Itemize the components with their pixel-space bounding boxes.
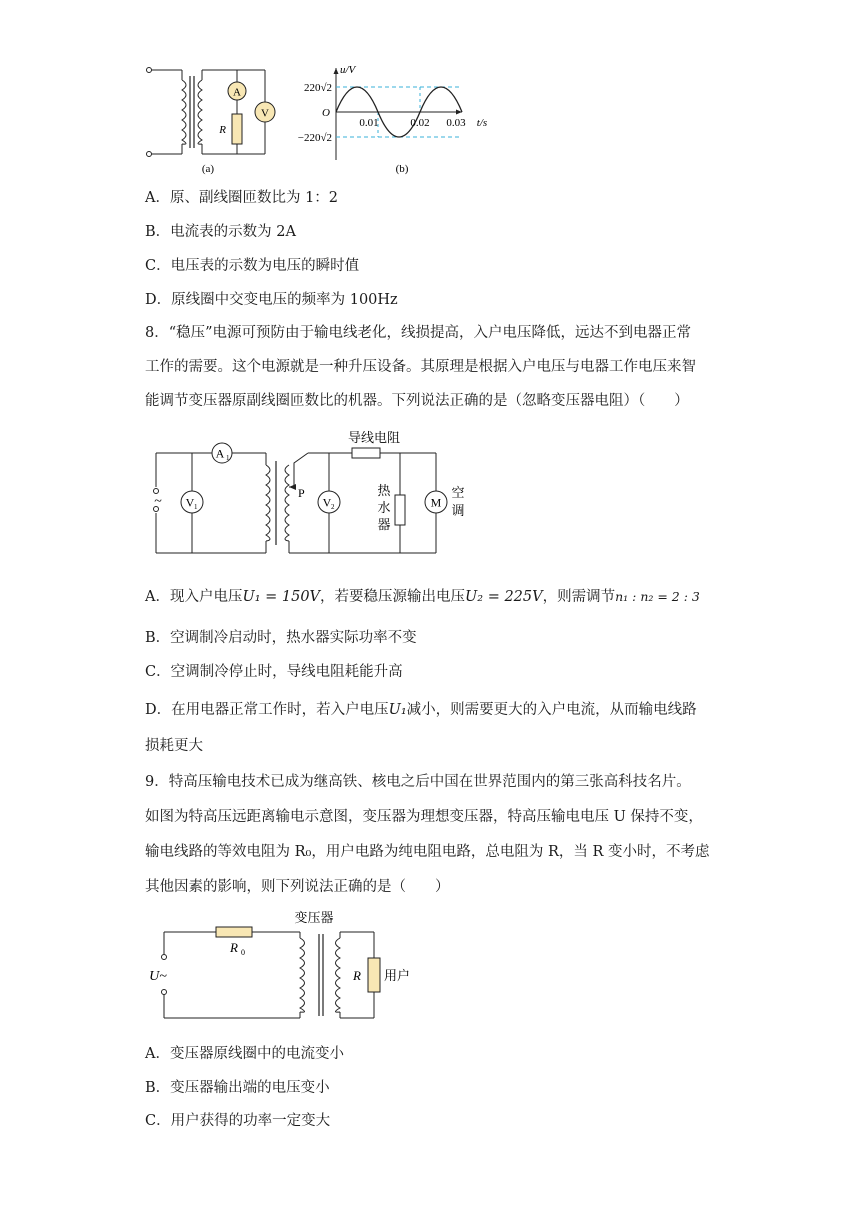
- q8-stem-line-3: 能调节变压器原副线圈匝数比的机器。下列说法正确的是（忽略变压器电阻）（ ）: [145, 393, 689, 409]
- x-tick-3: 0.03: [446, 117, 466, 129]
- q8-option-a-u2: U₂ = 225V: [465, 589, 543, 605]
- q8-stem-line-2: 工作的需要。这个电源就是一种升压设备。其原理是根据入户电压与电器工作电压来智: [145, 359, 696, 375]
- q8-option-a-prefix: A．现入户电压: [145, 589, 243, 605]
- ac-source-symbol: ~: [154, 494, 162, 509]
- q9-option-c: C．用户获得的功率一定变大: [145, 1113, 331, 1129]
- q8-option-d-u1: U₁: [388, 702, 407, 718]
- heater-label-1: 热: [377, 484, 391, 499]
- transformer-label: 变压器: [294, 911, 334, 926]
- x-tick-2: 0.02: [410, 117, 430, 129]
- r0-label: R: [230, 940, 238, 955]
- q8-figure: [148, 425, 478, 557]
- wire-resistor-label: 导线电阻: [347, 431, 401, 446]
- q8-option-b: B．空调制冷启动时，热水器实际功率不变: [145, 630, 417, 646]
- motor-ac: [425, 485, 465, 519]
- wire-resistor: [348, 430, 400, 458]
- heater-label-2: 水: [377, 501, 391, 516]
- q8-option-a-mid2: ，则需调节: [542, 589, 616, 605]
- q8-option-d-part-a: D．在用电器正常工作时，若入户电压: [145, 702, 389, 718]
- slider-p-label: P: [298, 486, 305, 500]
- line-resistor-r0: [216, 927, 252, 957]
- resistor-label: R: [219, 124, 226, 136]
- q7-option-a: A．原、副线圈匝数比为 1：2: [145, 190, 339, 206]
- user-label: 用户: [383, 969, 411, 984]
- q9-stem-line-4: 其他因素的影响，则下列说法正确的是（ ）: [145, 879, 450, 895]
- q9-option-b: B．变压器输出端的电压变小: [145, 1080, 330, 1096]
- voltmeter-v2: [318, 491, 340, 513]
- q9-stem-line-1: 9．特高压输电技术已成为继高铁、核电之后中国在世界范围内的第三张高科技名片。: [145, 774, 691, 790]
- user-resistor-r: [352, 958, 410, 992]
- v2-label: V: [322, 495, 332, 510]
- r-label: R: [353, 968, 361, 983]
- source-terminals: [149, 955, 167, 995]
- figure-label-a: (a): [201, 163, 215, 175]
- q8-option-a-u1: U₁ = 150V: [242, 589, 321, 605]
- q8-stem-line-1: 8．“稳压”电源可预防由于输电线老化，线损提高，入户电压降低，远达不到电器正常: [145, 325, 692, 341]
- q8-option-d-part-b: 减小，则需要更大的入户电流，从而输电线路: [406, 702, 697, 718]
- r0-subscript: 0: [241, 948, 245, 957]
- a1-label: A: [215, 446, 225, 461]
- ac-label-1: 空: [451, 486, 465, 501]
- v1-subscript: 1: [194, 503, 198, 511]
- a1-subscript: 1: [226, 454, 230, 462]
- q8-option-d-line-1: [145, 698, 697, 719]
- transformer-circuit-a: [147, 68, 266, 157]
- q8-option-a: [145, 585, 700, 606]
- q7-option-d: D．原线圈中交变电压的频率为 100Hz: [145, 292, 398, 308]
- source-label: U~: [149, 969, 167, 984]
- q9-stem-line-2: 如图为特高压远距离输电示意图，变压器为理想变压器，特高压输电电压 U 保持不变，: [145, 809, 703, 825]
- water-heater: [377, 483, 405, 533]
- q8-option-a-mid: ，若要稳压源输出电压: [320, 589, 466, 605]
- y-tick-positive: 220√2: [303, 82, 332, 94]
- ammeter-a: [228, 82, 246, 100]
- ammeter-label: A: [233, 86, 241, 99]
- v1-label: V: [185, 495, 195, 510]
- q7-option-c: C．电压表的示数为电压的瞬时值: [145, 258, 360, 274]
- ac-label-2: 调: [451, 504, 465, 519]
- q8-option-d-line-2: 损耗更大: [145, 738, 203, 754]
- origin-label: O: [322, 107, 330, 119]
- x-tick-1: 0.01: [359, 117, 379, 129]
- x-axis-label: t/s: [476, 117, 488, 129]
- q7-figure: [140, 58, 500, 178]
- heater-label-3: 器: [377, 518, 391, 533]
- resistor-a: [218, 114, 242, 144]
- voltmeter-v1: [181, 491, 203, 513]
- q8-option-c: C．空调制冷停止时，导线电阻耗能升高: [145, 664, 403, 680]
- ammeter-a1: [212, 443, 232, 463]
- ac-source-terminals: [154, 489, 163, 512]
- voltmeter-a: [255, 102, 275, 122]
- q8-option-a-ratio: n₁ : n₂ = 2 : 3: [615, 589, 700, 604]
- y-tick-negative: −220√2: [297, 132, 332, 144]
- q7-option-b: B．电流表的示数为 2A: [145, 224, 296, 240]
- q9-stem-line-3: 输电线路的等效电阻为 R₀，用户电路为纯电阻电路，总电阻为 R，当 R 变小时，不考虑: [145, 844, 710, 860]
- voltmeter-label: V: [261, 107, 269, 120]
- y-axis-label: u/V: [340, 64, 356, 76]
- q9-figure: [140, 908, 440, 1026]
- v2-subscript: 2: [331, 503, 335, 511]
- voltage-graph-b: [298, 64, 487, 160]
- figure-label-b: (b): [395, 163, 409, 175]
- q9-option-a: A．变压器原线圈中的电流变小: [145, 1046, 344, 1062]
- motor-label: M: [430, 495, 442, 510]
